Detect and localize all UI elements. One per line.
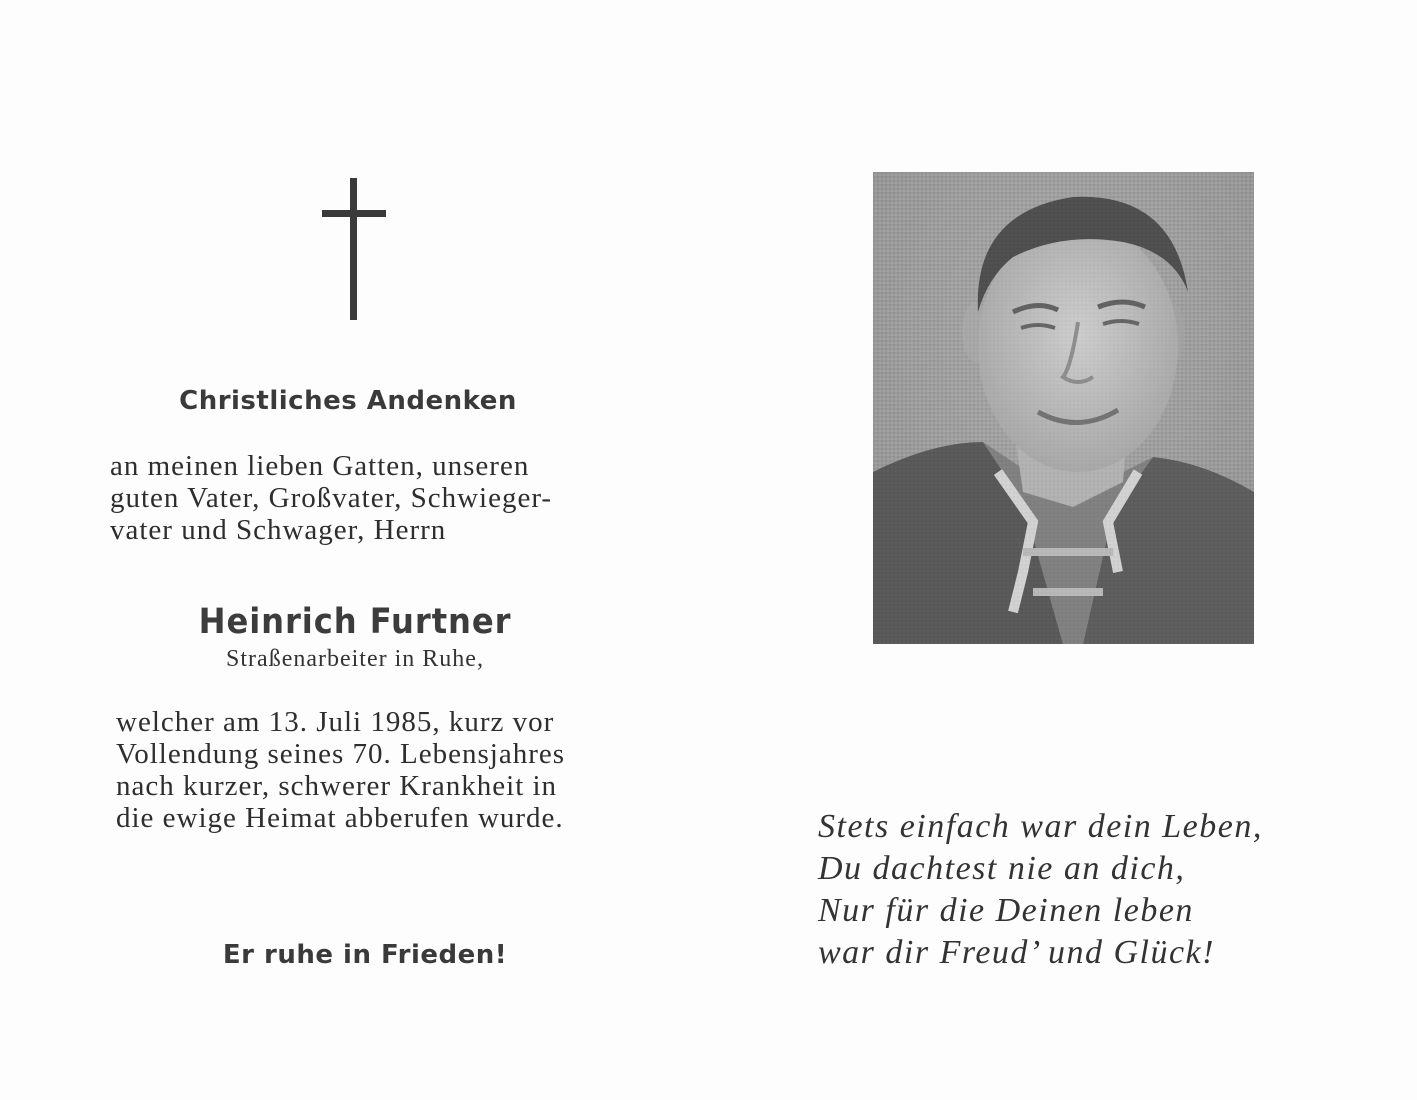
cross-icon <box>322 178 386 320</box>
intro-line: vater und Schwager, Herrn <box>110 514 447 546</box>
portrait-photo <box>873 172 1254 644</box>
death-line: die ewige Heimat abberufen wurde. <box>116 802 564 834</box>
poem-line: Nur für die Deinen leben <box>818 892 1194 929</box>
intro-line: an meinen lieben Gatten, unseren <box>110 450 530 482</box>
intro-line: guten Vater, Großvater, Schwieger- <box>110 482 553 514</box>
death-line: Vollendung seines 70. Lebensjahres <box>116 738 566 770</box>
closing-text: Er ruhe in Frieden! <box>222 940 508 970</box>
death-line: nach kurzer, schwerer Krankheit in <box>116 770 558 802</box>
poem-line: Stets einfach war dein Leben, <box>818 808 1263 845</box>
death-text <box>116 706 636 834</box>
intro-text <box>110 450 630 546</box>
occupation: Straßenarbeiter in Ruhe, <box>226 646 484 672</box>
death-line: welcher am 13. Juli 1985, kurz vor <box>116 706 555 738</box>
poem-line: war dir Freud’ und Glück! <box>818 934 1215 971</box>
portrait-image <box>873 172 1254 644</box>
poem <box>818 806 1378 974</box>
heading: Christliches Andenken <box>179 386 517 416</box>
deceased-name: Heinrich Furtner <box>198 602 512 642</box>
poem-line: Du dachtest nie an dich, <box>818 850 1186 887</box>
